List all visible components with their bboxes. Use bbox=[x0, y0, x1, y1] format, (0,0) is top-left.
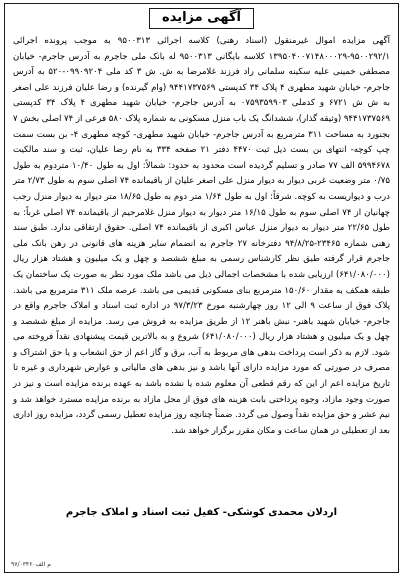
notice-title: آگهی مزایده bbox=[149, 8, 254, 29]
notice-body: آگهی مزایده اموال غیرمنقول (اسناد رهنی) کلاسه اجرائی ۹۵۰۰۳۱۳ به موجب پرونده اجرائی ۹۵۰۰۲۹۲/۱-۱۳۹۵۰۴۰۰۷۱۴۸۰۰۰۲۹ کلاسه بایگانی ۹۵۰۰۳۱۳ له بانک ملی جاجرم به آدرس جاجرم- خیابان مصطفی خمینی علیه سکینه سلمانی راد فرزند غلامرضا به ش. ش ۳ کد ملی ۰۹۹۰۹۲۰۴-۵۲۰ به آدرس جاجرم- خیابان شهید مطهری ۴ پلاک ۳۴ کدپستی ۹۴۴۱۷۳۷۵۶۹ (وام گیرنده) و رضا علیان فرزند علی اصغر به ش ش ۶۷۲۱ و کدملی ۰۷۵۹۳۵۹۹۰۳ به آدرس جاجرم- خیابان شهید مطهری ۴ پلاک ۳۴ کدپستی ۹۴۴۱۷۳۷۵۶۹ (وثیقه گذار)، ششدانگ یک باب منزل مسکونی به شماره پلاک ۵۸۰ فرعی از ۷۴ اصلی بخش ۷ بجنورد به مساحت ۳۱۱ مترمربع به آدرس جاجرم- خیابان شهید مطهری- کوچه مطهری ۴- بن بست سمت چپ کوچه- انتهای بن بست ذیل ثبت ۴۴۷۰ دفتر ۲۱ صفحه ۳۳۴ به نام رضا علیان، ثبت و سند مالکیت ۵۹۹۴۶۷۸ الف ۷۷ صادر و تسلیم گردیده است محدود به حدود: شمالاً: اول به طول ۱۰/۴۰ متردوم به طول ۰/۷۵ متر وضعیت غربی دیوار به دیوار منزل علی اصغر علیان از باقیمانده ۷۴ اصلی سوم به طول ۲/۷۳ متر درب و دیواریست به کوچه. شرقاً: اول به طول ۱/۶۴ متر دوم به طول ۱۸/۶۵ متر دیوار به دیوار منزل رجب چهانیان از ۷۴ اصلی سوم به طول ۱۶/۱۵ متر دیوار به دیوار منزل غلامرحیم از باقیمانده ۷۴ اصلی غرباً: به طول ۲۲/۶۵ متر دیوار به دیوار منزل عباس اکبری از باقیمانده ۷۴ اصلی. حقوق ارتفاقی ندارد. طبق سند رهنی شماره ۲۳۴۶۵-۹۴/۸/۲۵ دفترخانه ۲۷ جاجرم به انضمام سایر هزینه های قانونی در رهن بانک ملی جاجرم قرار گرفته طبق نظر کارشناس رسمی به مبلغ ششصد و چهل و یک میلیون و هشتاد هزار ریال (۶۴۱/۰۸۰/۰۰۰) ارزیابی شده با مشخصات اجمالی ذیل می باشد ملک مورد نظر به صورت یک ساختمان یک طبقه همکف به مقدار ۱۵۰/۶۰ مترمربع بنای مسکونی قدیمی می باشد. عرصه ملک ۳۱۱ مترمربع می باشد. پلاک فوق از ساعت ۹ الی ۱۲ روز چهارشنبه مورخ ۹۷/۳/۲۳ در اداره ثبت اسناد و املاک جاجرم واقع در جاجرم- خیابان شهید باهنر- نبش باهنر ۱۲ از طریق مزایده به فروش می رسد. مزایده از مبلغ ششصد و چهل و یک میلیون و هشتاد هزار ریال (۶۴۱/۰۸۰/۰۰۰) شروع و به بالاترین قیمت پیشنهادی نقداً فروخته می شود. لازم به ذکر است پرداخت بدهی های مربوط به آب، برق و گاز اعم از حق انشعاب و یا حق اشتراک و مصرف در صورتی که مورد مزایده دارای آنها باشد و نیز بدهی های مالیاتی و عوارض شهرداری و غیره تا تاریخ مزایده اعم از این که رقم قطعی آن معلوم شده یا نشده باشد به عهده برنده مزایده است و نیز در صورت وجود مازاد، وجوه پرداختی بابت هزینه های فوق از محل مازاد به برنده مزایده مسترد خواهد شد و نیم عشر و حق مزایده نقداً وصول می گردد. ضمناً چنانچه روز مزایده تعطیل رسمی گردد، مزایده روز اداری بعد از تعطیلی در همان ساعت و مکان مقرر برگزار خواهد شد. bbox=[13, 36, 391, 436]
auction-notice bbox=[4, 3, 399, 573]
footer-code: م الف۹۷/۰۳۴۶۰ bbox=[11, 561, 51, 568]
notice-signature: اردلان محمدی کوشکی- کفیل ثبت اسناد و املاک جاجرم bbox=[65, 507, 338, 518]
title-row bbox=[5, 7, 398, 30]
